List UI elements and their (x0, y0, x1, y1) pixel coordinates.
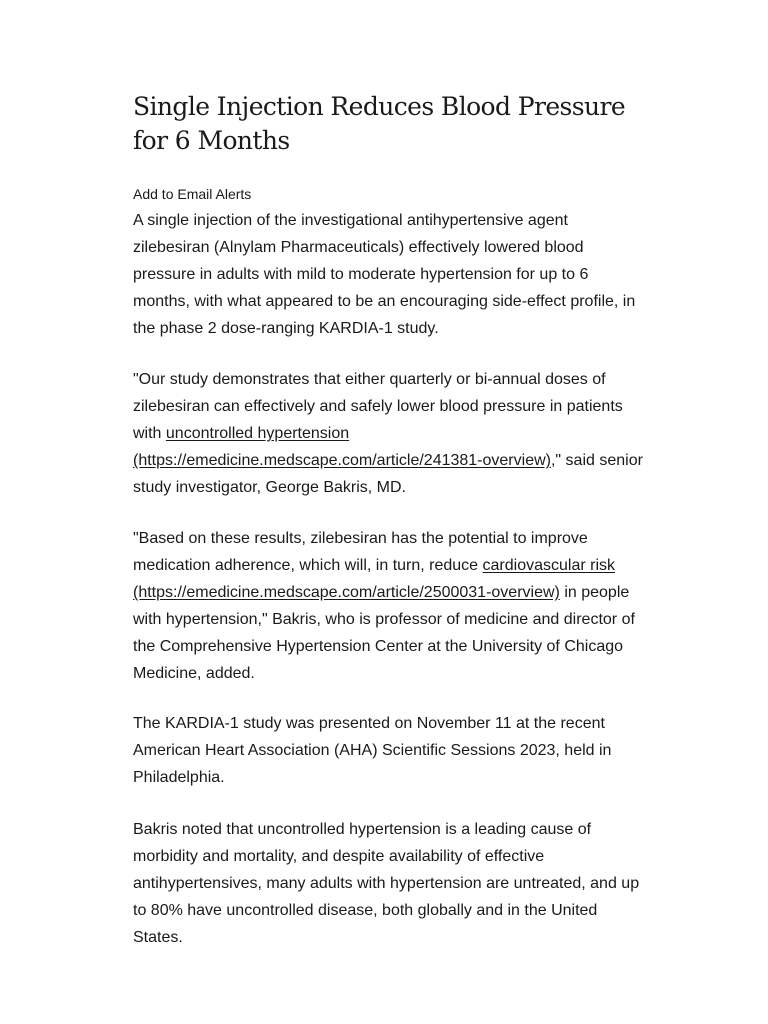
paragraph-background: Bakris noted that uncontrolled hypertension is a leading cause of morbidity and mortality, and despite availability of effective antihypertensives, many adults with hypertension are untreated, and up to 80% have uncontrolled disease, both globally and in the United States. (133, 821, 640, 946)
paragraph-presentation: The KARDIA-1 study was presented on November 11 at the recent American Heart Association (AHA) Scientific Sessions 2023, held in Philadelphia. (133, 715, 612, 786)
uncontrolled-hypertension-link[interactable]: uncontrolled hypertension (https://emedicine.medscape.com/article/241381-overview) (133, 425, 551, 469)
paragraph-text: "Based on these results, zilebesiran has the potential to improve medication adherence, which will, in turn, reduce (133, 530, 588, 574)
paragraph-text: "Our study demonstrates that either quarterly or bi-annual doses of zilebesiran can effectively and safely lower blood pressure in patients with (133, 371, 623, 442)
paragraph-intro: A single injection of the investigational antihypertensive agent zilebesiran (Alnylam Pharmaceuticals) effectively lowered blood pressure in adults with mild to moderate hypertension for up to 6 months, with what appeared to be an encouraging side-effect profile, in the phase 2 dose-ranging KARDIA-1 study. (133, 212, 636, 337)
add-to-email-alerts-link[interactable]: Add to Email Alerts (133, 186, 252, 202)
cardiovascular-risk-link[interactable]: cardiovascular risk (https://emedicine.medscape.com/article/2500031-overview) (133, 557, 615, 601)
page-title: Single Injection Reduces Blood Pressure for 6 Months (133, 92, 626, 155)
paragraph-text: in people with hypertension," Bakris, who is professor of medicine and director of the Comprehensive Hypertension Center at the University of Chicago Medicine, added. (133, 584, 635, 682)
paragraph-quote-adherence (133, 525, 643, 687)
paragraph-quote-study (133, 366, 643, 501)
paragraph-text: ," said senior study investigator, George Bakris, MD. (133, 452, 643, 496)
